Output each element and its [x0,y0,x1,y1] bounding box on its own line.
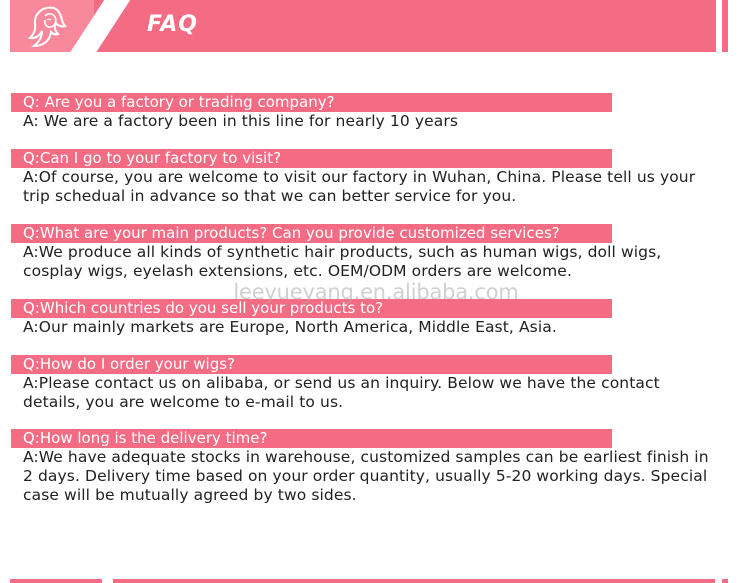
faq-item [11,224,711,281]
footer-divider [113,579,715,583]
footer-divider [10,579,102,583]
faq-answer: A:We have adequate stocks in warehouse, customized samples can be earliest finish in 2 days. Delivery time based on your order quantity, usually 5-20 working days. Special case will be mutually agreed by two sides. [23,448,709,504]
faq-answer: A:Our mainly markets are Europe, North America, Middle East, Asia. [23,318,557,336]
banner-side-bar [722,0,728,52]
page-title: FAQ [147,12,198,37]
footer-divider [722,579,728,583]
faq-answer: A: We are a factory been in this line for nearly 10 years [23,112,458,130]
faq-item [11,355,711,412]
faq-question: Q:How do I order your wigs? [11,355,612,374]
watermark: leeyueyang.en.alibaba.com [233,280,519,304]
faq-question: Q: Are you a factory or trading company? [11,93,612,112]
woman-silhouette-icon [24,4,74,50]
faq-answer: A:Please contact us on alibaba, or send us an inquiry. Below we have the contact details, you are welcome to e-mail to us. [23,374,660,411]
faq-item [11,93,711,131]
faq-answer: A:Of course, you are welcome to visit our factory in Wuhan, China. Please tell us your trip schedual in advance so that we can better service for you. [23,168,696,205]
faq-item [11,149,711,206]
faq-answer: A:We produce all kinds of synthetic hair products, such as human wigs, doll wigs, cosplay wigs, eyelash extensions, etc. OEM/ODM orders are welcome. [23,243,662,280]
faq-question: Q:What are your main products? Can you provide customized services? [11,224,612,243]
faq-item [11,429,711,505]
faq-question: Q:Can I go to your factory to visit? [11,149,612,168]
faq-question: Q:Which countries do you sell your products to? [11,299,612,318]
faq-question: Q:How long is the delivery time? [11,429,612,448]
faq-banner [10,0,716,52]
